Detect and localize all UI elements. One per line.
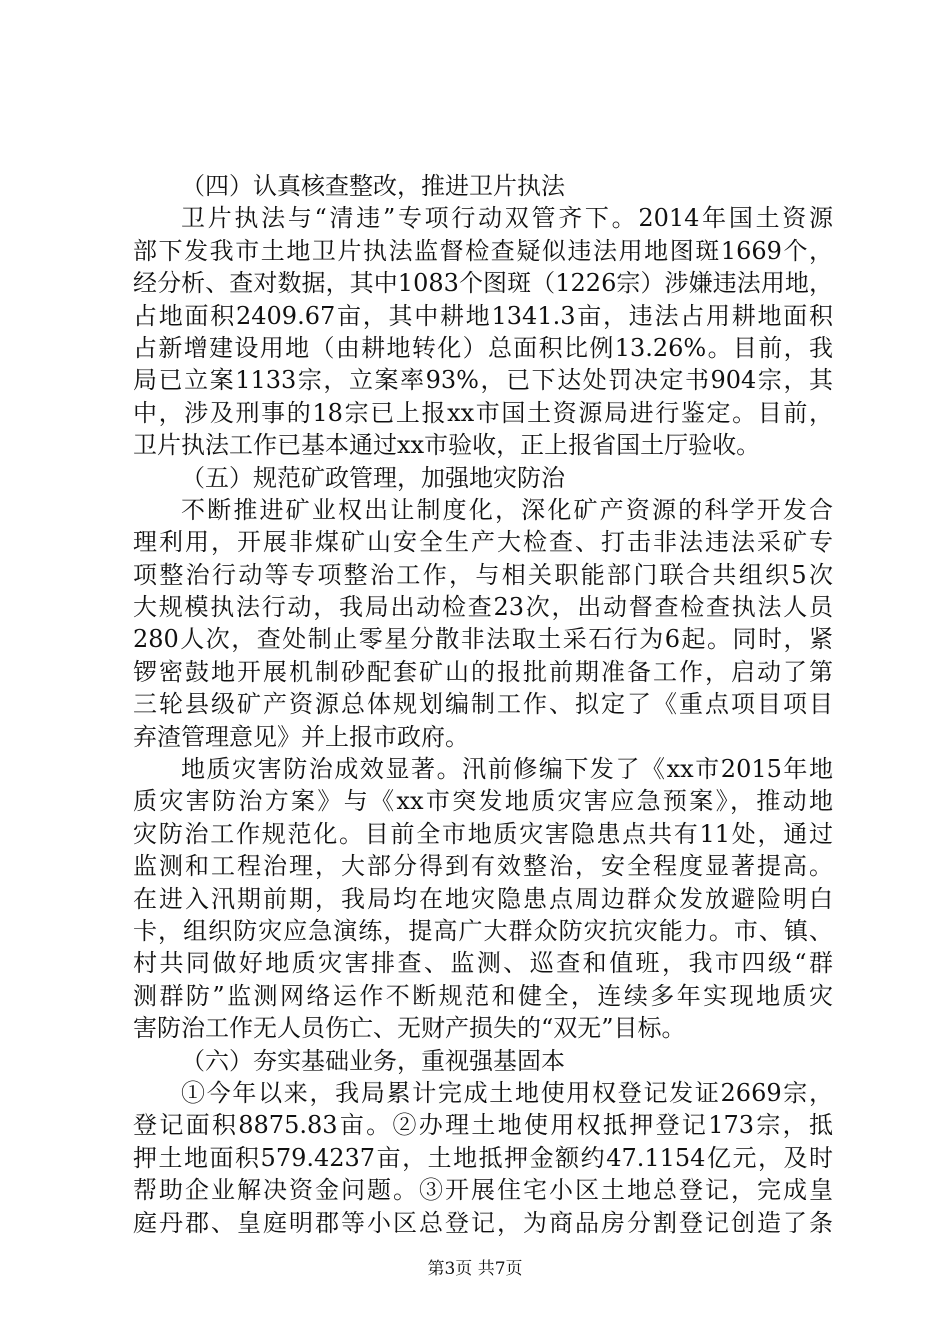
paragraph-line: 测群防”监测网络运作不断规范和健全，连续多年实现地质灾 [133,981,833,1010]
paragraph-line: 占地面积2409.67亩，其中耕地1341.3亩，违法占用耕地面积 [133,301,833,330]
paragraph-line: 地质灾害防治成效显著。汛前修编下发了《xx市2015年地 [181,755,833,784]
paragraph-line: 中，涉及刑事的18宗已上报xx市国土资源局进行鉴定。目前， [133,398,833,427]
paragraph-line: 卫片执法与“清违”专项行动双管齐下。2014年国土资源 [181,204,833,233]
paragraph-line: 280人次，查处制止零星分散非法取土采石行为6起。同时，紧 [133,625,833,654]
paragraph-line: 理利用，开展非煤矿山安全生产大检查、打击非法违法采矿专 [133,528,833,557]
section-heading: （五）规范矿政管理，加强地灾防治 [181,463,565,492]
paragraph-line: 在进入汛期前期，我局均在地灾隐患点周边群众发放避险明白 [133,884,833,913]
section-heading: （六）夯实基础业务，重视强基固本 [181,1046,565,1075]
paragraph-line: 卫片执法工作已基本通过xx市验收，正上报省国土厅验收。 [133,431,761,460]
paragraph-line: 大规模执法行动，我局出动检查23次，出动督查检查执法人员 [133,593,833,622]
paragraph-line: 质灾害防治方案》与《xx市突发地质灾害应急预案》，推动地 [133,787,833,816]
paragraph-line: 占新增建设用地（由耕地转化）总面积比例13.26%。目前，我 [133,333,833,362]
paragraph-line: 经分析、查对数据，其中1083个图斑（1226宗）涉嫌违法用地， [133,269,833,298]
paragraph-line: 押土地面积579.4237亩，土地抵押金额约47.1154亿元，及时 [133,1143,833,1172]
section-heading: （四）认真核查整改，推进卫片执法 [181,172,565,200]
paragraph-line: 卡，组织防灾应急演练，提高广大群众防灾抗灾能力。市、镇、 [133,916,833,945]
paragraph-line: 庭丹郡、皇庭明郡等小区总登记，为商品房分割登记创造了条 [133,1208,833,1237]
paragraph-line: 三轮县级矿产资源总体规划编制工作、拟定了《重点项目项目 [133,690,833,719]
paragraph-line: 登记面积8875.83亩。②办理土地使用权抵押登记173宗，抵 [133,1111,833,1140]
page-footer: 第3页 共7页 [427,1259,523,1279]
paragraph-line: 帮助企业解决资金问题。③开展住宅小区土地总登记，完成皇 [133,1176,833,1205]
paragraph-line: 村共同做好地质灾害排查、监测、巡查和值班，我市四级“群 [133,949,833,978]
paragraph-line: 锣密鼓地开展机制砂配套矿山的报批前期准备工作，启动了第 [133,657,833,686]
paragraph-line: 灾防治工作规范化。目前全市地质灾害隐患点共有11处，通过 [133,819,833,848]
paragraph-line: 局已立案1133宗，立案率93%，已下达处罚决定书904宗，其 [133,366,833,395]
paragraph-line: 项整治行动等专项整治工作，与相关职能部门联合共组织5次 [133,560,833,589]
paragraph-line: 弃渣管理意见》并上报市政府。 [133,722,469,751]
paragraph-line: ①今年以来，我局累计完成土地使用权登记发证2669宗， [181,1078,833,1107]
paragraph-line: 害防治工作无人员伤亡、无财产损失的“双无”目标。 [133,1014,686,1043]
document-body [133,170,833,1239]
paragraph-line: 不断推进矿业权出让制度化，深化矿产资源的科学开发合 [181,495,833,524]
paragraph-line: 监测和工程治理，大部分得到有效整治，安全程度显著提高。 [133,852,833,881]
paragraph-line: 部下发我市土地卫片执法监督检查疑似违法用地图斑1669个， [133,236,833,265]
